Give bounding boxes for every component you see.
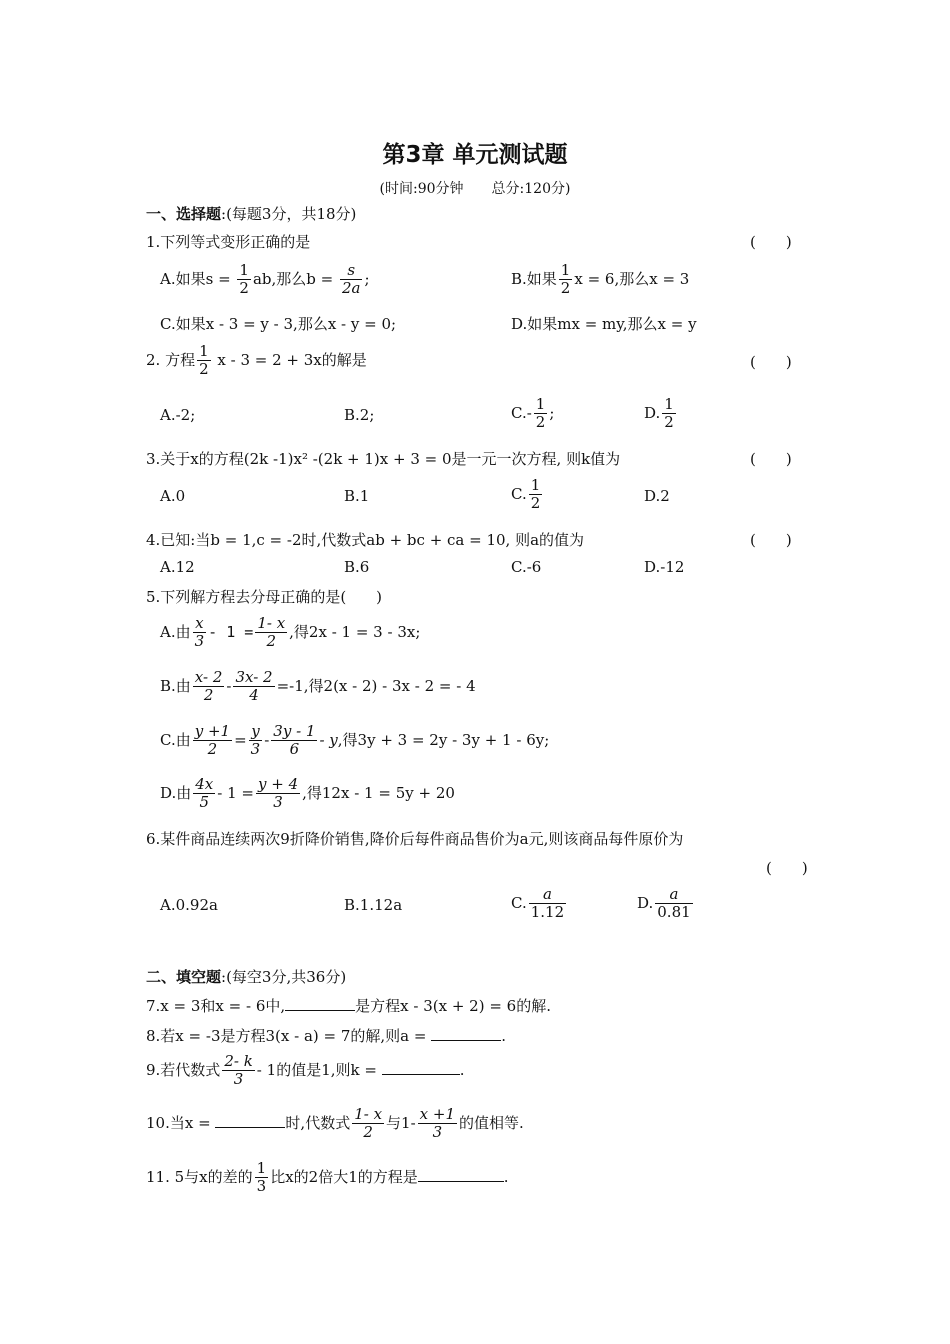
- fraction: [655, 886, 692, 922]
- q8-blank[interactable]: [431, 1026, 501, 1041]
- math-text: 0.81: [657, 903, 691, 922]
- math-text: x- 2: [194, 668, 223, 686]
- math-text: - 1: [256, 1060, 277, 1079]
- math-text: =-1: [276, 676, 304, 695]
- q5-option-d: [160, 776, 455, 812]
- math-text: B.如果: [511, 269, 557, 288]
- section-1-heading: [146, 203, 356, 224]
- q6-option-a: A.0.92a: [160, 896, 218, 914]
- q6-option-d: [637, 886, 695, 922]
- math-text: 2: [363, 1123, 373, 1142]
- fraction: [222, 1053, 254, 1089]
- math-text: 2- k: [224, 1052, 253, 1070]
- fraction: [193, 615, 207, 651]
- math-text: A.如果s =: [160, 269, 236, 288]
- math-text: 3x- 2: [235, 668, 273, 686]
- math-text: D.: [644, 403, 661, 422]
- q9-blank[interactable]: [382, 1060, 460, 1075]
- math-text: 4: [249, 686, 259, 705]
- math-text: 2: [239, 279, 249, 298]
- q6-option-b: B.1.12a: [344, 896, 403, 914]
- q8-line: [146, 1025, 506, 1046]
- math-text: s: [340, 262, 363, 280]
- q11-blank[interactable]: [418, 1167, 504, 1182]
- fraction: [256, 776, 300, 812]
- q9-line: [146, 1053, 464, 1089]
- math-text: 3: [273, 793, 283, 812]
- math-text: y: [249, 723, 263, 741]
- q11-line: [146, 1160, 509, 1196]
- q7-line: [146, 995, 551, 1016]
- q1-answer-paren: ( ): [750, 233, 792, 251]
- math-text: -: [264, 730, 270, 749]
- math-text: ,得12x - 1 = 5y + 20: [302, 783, 455, 802]
- math-text: x: [193, 615, 207, 633]
- math-text: 2: [560, 279, 571, 298]
- math-text: a: [529, 886, 566, 904]
- math-text: 2a: [341, 279, 361, 298]
- math-text: C.: [511, 484, 527, 503]
- math-text: C.由: [160, 730, 191, 749]
- math-text: 1: [199, 342, 209, 360]
- q5-option-b: [160, 669, 476, 705]
- fraction: [255, 615, 287, 651]
- math-text: 一、选择题: [146, 205, 222, 223]
- math-text: 3: [256, 1177, 267, 1196]
- math-text: 9.若代数式: [146, 1060, 221, 1079]
- math-text: 二、填空题: [146, 968, 222, 986]
- math-text: ,得2x - 1 = 3 - 3x;: [289, 622, 421, 641]
- math-text: x +1: [419, 1105, 456, 1123]
- math-text: x - 3 = 2 + 3x的解是: [212, 350, 367, 369]
- math-text: -: [226, 676, 232, 695]
- q1-stem: 1.下列等式变形正确的是: [146, 233, 311, 251]
- q3-option-d: D.2: [644, 487, 670, 505]
- math-text: ,得3y + 3 = 2y - 3y + 1 - 6y;: [337, 730, 550, 749]
- fraction: [662, 396, 676, 432]
- fraction: [249, 723, 263, 759]
- q1-option-d: D.如果mx = my,那么x = y: [511, 315, 697, 333]
- math-text: 10.当x =: [146, 1113, 216, 1132]
- math-text: 1: [560, 261, 571, 279]
- math-text: 3: [250, 740, 261, 759]
- fraction: [233, 669, 274, 705]
- math-text: 6: [289, 740, 300, 759]
- math-text: 2: [530, 494, 541, 513]
- math-text: D.: [637, 893, 654, 912]
- math-text: 3: [233, 1070, 244, 1089]
- math-text: 比x的2倍大1的方程是: [270, 1167, 418, 1186]
- math-text: C.: [511, 893, 527, 912]
- math-text: .: [503, 1167, 509, 1186]
- math-text: ;: [364, 269, 370, 288]
- math-text: 1: [535, 395, 546, 413]
- q4-option-b: B.6: [344, 558, 370, 576]
- math-text: 1- x: [257, 614, 286, 632]
- q3-option-c: [511, 477, 544, 513]
- math-text: 是方程x - 3(x + 2) = 6的解.: [355, 997, 551, 1015]
- math-text: 3y - 1: [273, 722, 316, 740]
- fraction: [193, 723, 232, 759]
- q4-option-c: C.-6: [511, 558, 542, 576]
- q1-option-a: [160, 262, 370, 298]
- q3-option-b: B.1: [344, 487, 370, 505]
- math-text: 1: [239, 261, 249, 279]
- fraction: [340, 262, 363, 298]
- page-subtitle: (时间:90分钟 总分:120分): [379, 181, 571, 197]
- math-text: y + 4: [258, 775, 299, 793]
- math-text: 2: [199, 360, 209, 379]
- math-text: ,得2(x - 2) - 3x - 2 = - 4: [303, 676, 476, 695]
- math-text: - 1 =: [208, 622, 254, 641]
- math-text: 的值是1,则k =: [276, 1060, 382, 1079]
- math-text: 的值相等.: [459, 1113, 524, 1132]
- math-text: 8.若x = -3是方程3(x - a) = 7的解,则a =: [146, 1027, 432, 1045]
- page-title: 第3章 单元测试题: [382, 142, 568, 168]
- fraction: [418, 1106, 457, 1142]
- math-text: 3: [432, 1123, 443, 1142]
- q2-option-d: [644, 396, 678, 432]
- q4-option-d: D.-12: [644, 558, 685, 576]
- math-text: 时,代数式: [285, 1113, 351, 1132]
- q4-answer-paren: ( ): [750, 531, 792, 549]
- math-text: .: [501, 1027, 506, 1045]
- math-text: 5: [199, 793, 210, 812]
- q3-option-a: A.0: [160, 487, 186, 505]
- q5-option-c: [160, 723, 549, 759]
- q5-option-a: [160, 615, 420, 651]
- math-text: 4x: [195, 775, 214, 793]
- fraction: [529, 477, 543, 513]
- math-text: B.由: [160, 676, 191, 695]
- math-text: 7.x = 3和x = - 6中,: [146, 997, 286, 1015]
- math-text: 1: [530, 476, 541, 494]
- q5-stem: 5.下列解方程去分母正确的是( ): [146, 588, 383, 606]
- q1-option-c: C.如果x - 3 = y - 3,那么x - y = 0;: [160, 315, 397, 333]
- math-text: 2. 方程: [146, 350, 196, 369]
- math-text: :(每空3分,共36分): [221, 968, 347, 986]
- q2-option-a: A.-2;: [160, 406, 196, 424]
- math-text: ab,那么b =: [252, 269, 338, 288]
- math-text: 2: [266, 632, 276, 651]
- fraction: [193, 776, 215, 812]
- math-text: ;: [549, 403, 555, 422]
- math-text: D.由: [160, 783, 192, 802]
- q4-option-a: A.12: [160, 558, 195, 576]
- math-text: 3: [194, 632, 205, 651]
- q10-line: [146, 1106, 524, 1142]
- math-text: :(每题3分，共18分): [221, 205, 357, 223]
- section-2-heading: [146, 966, 346, 987]
- math-text: .: [459, 1060, 465, 1079]
- math-text: 2: [203, 686, 214, 705]
- math-text: 2: [535, 413, 546, 432]
- q4-stem: 4.已知:当b = 1,c = -2时,代数式ab + bc + ca = 10, 则a的值为: [146, 531, 585, 549]
- fraction: [193, 669, 225, 705]
- math-text: 11. 5与x的差的: [146, 1167, 253, 1186]
- q1-option-b: [511, 262, 689, 298]
- math-text: 1: [256, 1159, 267, 1177]
- math-text: 1- x: [354, 1105, 383, 1123]
- q2-answer-paren: ( ): [750, 353, 792, 371]
- fraction: [559, 262, 573, 298]
- fraction: [255, 1160, 269, 1196]
- math-text: a: [655, 886, 692, 904]
- math-text: C.-: [511, 403, 532, 422]
- fraction: [237, 262, 251, 298]
- math-text: 2: [207, 740, 218, 759]
- q2-stem: [146, 343, 367, 379]
- math-text: 2: [664, 413, 674, 432]
- math-text: - y: [319, 730, 338, 749]
- math-text: y +1: [194, 722, 231, 740]
- fraction: [197, 343, 211, 379]
- math-text: x = 6,那么x = 3: [574, 269, 690, 288]
- math-text: 1.12: [530, 903, 565, 922]
- math-text: - 1 =: [217, 783, 254, 802]
- q10-blank[interactable]: [215, 1113, 285, 1128]
- q2-option-c: [511, 396, 554, 432]
- fraction: [352, 1106, 384, 1142]
- math-text: 与1-: [386, 1113, 416, 1132]
- q6-stem: 6.某件商品连续两次9折降价销售,降价后每件商品售价为a元,则该商品每件原价为: [146, 830, 684, 848]
- fraction: [529, 886, 566, 922]
- math-text: =: [234, 730, 247, 749]
- q2-option-b: B.2;: [344, 406, 375, 424]
- fraction: [534, 396, 548, 432]
- q3-answer-paren: ( ): [750, 450, 792, 468]
- q3-stem: 3.关于x的方程(2k -1)x² -(2k + 1)x + 3 = 0是一元一次方程, 则k值为: [146, 450, 621, 468]
- q6-option-c: [511, 886, 568, 922]
- q7-blank[interactable]: [285, 996, 355, 1011]
- math-text: A.由: [160, 622, 191, 641]
- fraction: [271, 723, 317, 759]
- q6-answer-paren: ( ): [766, 859, 808, 877]
- math-text: 1: [664, 395, 674, 413]
